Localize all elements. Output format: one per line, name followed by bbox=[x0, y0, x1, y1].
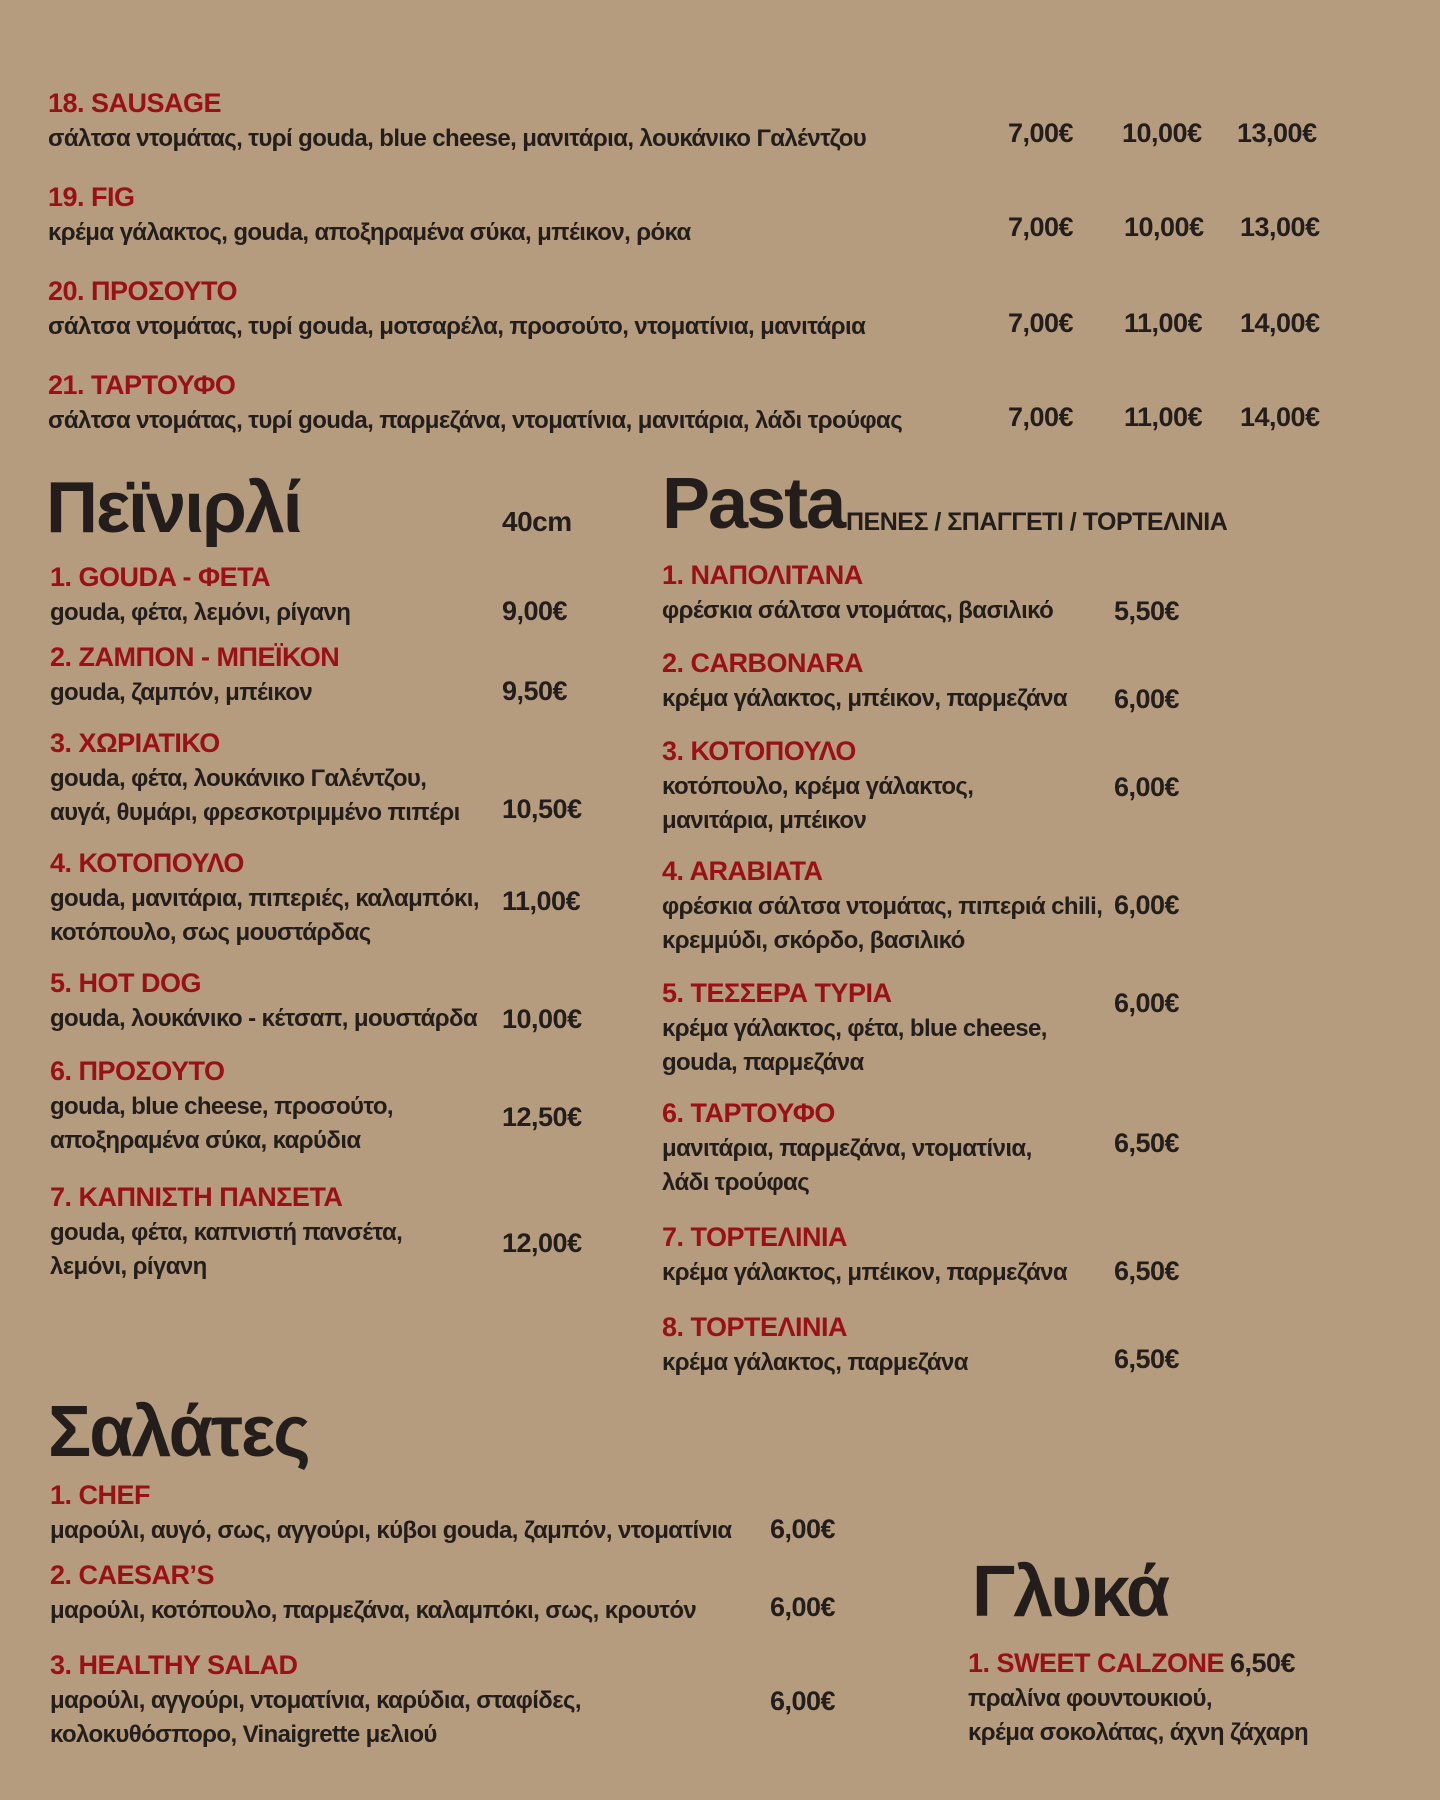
item-price-large: 13,00€ bbox=[1237, 118, 1317, 148]
item-description: κολοκυθόσπορο, Vinaigrette μελιού bbox=[50, 1721, 437, 1748]
item-description: κρέμα γάλακτος, gouda, αποξηραμένα σύκα, μπέικον, ρόκα bbox=[48, 219, 691, 246]
item-description: λάδι τρούφας bbox=[662, 1169, 810, 1196]
item-price: 12,50€ bbox=[502, 1102, 582, 1132]
item-name: 6. ΤΑΡΤΟΥΦΟ bbox=[662, 1098, 835, 1128]
item-price: 6,50€ bbox=[1230, 1648, 1296, 1678]
item-price-medium: 10,00€ bbox=[1122, 118, 1202, 148]
item-description: μαρούλι, αυγό, σως, αγγούρι, κύβοι gouda, ζαμπόν, ντοματίνια bbox=[50, 1517, 732, 1544]
item-description: πραλίνα φουντουκιού, bbox=[968, 1685, 1212, 1712]
item-price: 11,00€ bbox=[502, 886, 581, 916]
item-price-medium: 10,00€ bbox=[1124, 212, 1204, 242]
item-name: 2. CAESAR’S bbox=[50, 1560, 215, 1590]
item-price-small: 7,00€ bbox=[1008, 118, 1074, 148]
item-description: κρεμμύδι, σκόρδο, βασιλικό bbox=[662, 927, 965, 954]
item-description: σάλτσα ντομάτας, τυρί gouda, blue cheese, μανιτάρια, λουκάνικο Γαλέντζου bbox=[48, 125, 867, 152]
item-price-large: 14,00€ bbox=[1240, 402, 1320, 432]
item-price-large: 13,00€ bbox=[1240, 212, 1320, 242]
item-price: 6,00€ bbox=[1114, 890, 1180, 920]
item-description: κρέμα γάλακτος, μπέικον, παρμεζάνα bbox=[662, 1259, 1068, 1286]
item-price-large: 14,00€ bbox=[1240, 308, 1320, 338]
item-name: 5. HOT DOG bbox=[50, 968, 202, 998]
item-price: 9,50€ bbox=[502, 676, 568, 706]
item-price: 6,00€ bbox=[1114, 988, 1180, 1018]
item-description: σάλτσα ντομάτας, τυρί gouda, μοτσαρέλα, προσούτο, ντοματίνια, μανιτάρια bbox=[48, 313, 866, 340]
section-title: Pasta bbox=[662, 464, 845, 544]
item-description: gouda, λουκάνικο - κέτσαπ, μουστάρδα bbox=[50, 1005, 478, 1032]
item-price-small: 7,00€ bbox=[1008, 308, 1074, 338]
item-price: 6,00€ bbox=[1114, 772, 1180, 802]
item-price: 6,00€ bbox=[770, 1514, 836, 1544]
item-description: κρέμα γάλακτος, παρμεζάνα bbox=[662, 1349, 968, 1376]
item-description: λεμόνι, ρίγανη bbox=[50, 1253, 207, 1280]
item-price: 6,50€ bbox=[1114, 1344, 1180, 1374]
item-name: 1. SWEET CALZONE bbox=[968, 1648, 1225, 1678]
item-price: 6,50€ bbox=[1114, 1128, 1180, 1158]
item-name: 7. ΤΟΡΤΕΛΙΝΙΑ bbox=[662, 1222, 848, 1252]
item-price: 12,00€ bbox=[502, 1228, 582, 1258]
item-description: gouda, φέτα, λουκάνικο Γαλέντζου, bbox=[50, 765, 427, 792]
item-name: 21. ΤΑΡΤΟΥΦΟ bbox=[48, 370, 236, 400]
item-name: 20. ΠΡΟΣΟΥΤΟ bbox=[48, 276, 238, 306]
item-description: φρέσκια σάλτσα ντομάτας, βασιλικό bbox=[662, 597, 1054, 624]
item-price: 6,00€ bbox=[770, 1592, 836, 1622]
item-price: 5,50€ bbox=[1114, 596, 1180, 626]
item-name: 3. HEALTHY SALAD bbox=[50, 1650, 298, 1680]
item-name: 1. GOUDA - ΦΕΤΑ bbox=[50, 562, 271, 592]
item-name: 1. CHEF bbox=[50, 1480, 151, 1510]
item-price: 6,00€ bbox=[770, 1686, 836, 1716]
item-description: αποξηραμένα σύκα, καρύδια bbox=[50, 1127, 361, 1154]
item-description: κρέμα γάλακτος, φέτα, blue cheese, bbox=[662, 1015, 1047, 1042]
item-description: αυγά, θυμάρι, φρεσκοτριμμένο πιπέρι bbox=[50, 799, 460, 826]
item-price-small: 7,00€ bbox=[1008, 212, 1074, 242]
item-description: gouda, μανιτάρια, πιπεριές, καλαμπόκι, bbox=[50, 885, 479, 912]
item-price: 9,00€ bbox=[502, 596, 568, 626]
item-name: 4. ARABIATA bbox=[662, 856, 823, 886]
item-description: gouda, blue cheese, προσούτο, bbox=[50, 1093, 393, 1120]
section-title: Γλυκά bbox=[972, 1552, 1169, 1632]
item-description: μαρούλι, κοτόπουλο, παρμεζάνα, καλαμπόκι, σως, κρουτόν bbox=[50, 1597, 697, 1624]
item-description: μαρούλι, αγγούρι, ντοματίνια, καρύδια, σταφίδες, bbox=[50, 1687, 581, 1714]
item-description: φρέσκια σάλτσα ντομάτας, πιπεριά chili, bbox=[662, 893, 1103, 920]
item-description: σάλτσα ντομάτας, τυρί gouda, παρμεζάνα, ντοματίνια, μανιτάρια, λάδι τρούφας bbox=[48, 407, 903, 434]
item-description: κοτόπουλο, κρέμα γάλακτος, bbox=[662, 773, 974, 800]
section-title: Σαλάτες bbox=[48, 1392, 309, 1472]
item-price: 6,00€ bbox=[1114, 684, 1180, 714]
item-description: μανιτάρια, μπέικον bbox=[662, 807, 867, 834]
item-name: 5. ΤΕΣΣΕΡΑ ΤΥΡΙΑ bbox=[662, 978, 892, 1008]
item-name: 6. ΠΡΟΣΟΥΤΟ bbox=[50, 1056, 225, 1086]
item-price-medium: 11,00€ bbox=[1124, 402, 1203, 432]
item-description: gouda, φέτα, λεμόνι, ρίγανη bbox=[50, 599, 351, 626]
item-name: 7. ΚΑΠΝΙΣΤΗ ΠΑΝΣΕΤΑ bbox=[50, 1182, 343, 1212]
item-description: gouda, παρμεζάνα bbox=[662, 1049, 864, 1076]
item-price: 6,50€ bbox=[1114, 1256, 1180, 1286]
item-description: κοτόπουλο, σως μουστάρδας bbox=[50, 919, 371, 946]
item-name: 1. ΝΑΠΟΛΙΤΑΝΑ bbox=[662, 560, 863, 590]
item-price-medium: 11,00€ bbox=[1124, 308, 1203, 338]
item-name: 3. ΧΩΡΙΑΤΙΚΟ bbox=[50, 728, 220, 758]
item-description: μανιτάρια, παρμεζάνα, ντοματίνια, bbox=[662, 1135, 1032, 1162]
item-price: 10,50€ bbox=[502, 794, 582, 824]
item-price-small: 7,00€ bbox=[1008, 402, 1074, 432]
item-description: κρέμα γάλακτος, μπέικον, παρμεζάνα bbox=[662, 685, 1068, 712]
item-name: 19. FIG bbox=[48, 182, 135, 212]
size-label: 40cm bbox=[502, 506, 572, 537]
item-name: 8. ΤΟΡΤΕΛΙΝΙΑ bbox=[662, 1312, 848, 1342]
item-price: 10,00€ bbox=[502, 1004, 582, 1034]
item-name: 18. SAUSAGE bbox=[48, 88, 222, 118]
item-name: 4. ΚΟΤΟΠΟΥΛΟ bbox=[50, 848, 244, 878]
item-description: gouda, φέτα, καπνιστή πανσέτα, bbox=[50, 1219, 403, 1246]
section-subtitle: ΠΕΝΕΣ / ΣΠΑΓΓΕΤΙ / ΤΟΡΤΕΛΙΝΙΑ bbox=[846, 508, 1228, 536]
item-name: 2. ΖΑΜΠΟΝ - ΜΠΕΪΚΟΝ bbox=[50, 642, 340, 672]
item-description: gouda, ζαμπόν, μπέικον bbox=[50, 679, 313, 706]
section-title: Πεϊνιρλί bbox=[46, 468, 301, 548]
item-name: 2. CARBONARA bbox=[662, 648, 864, 678]
item-name: 3. ΚΟΤΟΠΟΥΛΟ bbox=[662, 736, 856, 766]
item-description: κρέμα σοκολάτας, άχνη ζάχαρη bbox=[968, 1719, 1309, 1746]
